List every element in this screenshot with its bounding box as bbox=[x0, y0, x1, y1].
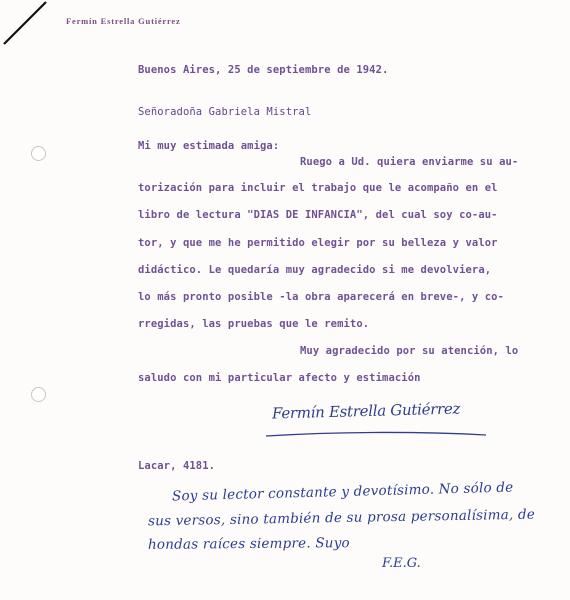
handwritten-line: Soy su lector constante y devotísimo. No sólo de bbox=[171, 479, 514, 505]
salutation: Mi muy estimada amiga: bbox=[138, 140, 280, 152]
body-line: lo más pronto posible -la obra aparecerá en breve-, y co- bbox=[138, 291, 505, 303]
body-line: tor, y que me he permitido elegir por su belleza y valor bbox=[138, 237, 498, 249]
letterhead: Fermín Estrella Gutiérrez bbox=[66, 16, 181, 26]
body-line: didáctico. Le quedaría muy agradecido si me devolviera, bbox=[138, 264, 492, 276]
body-line: rregidas, las pruebas que le remito. bbox=[138, 318, 370, 330]
signature-underline bbox=[262, 426, 492, 442]
handwritten-line: hondas raíces siempre. Suyo bbox=[147, 535, 350, 553]
recipient-line: Señoradoña Gabriela Mistral bbox=[138, 106, 312, 118]
punch-hole-top bbox=[31, 146, 46, 161]
sender-address: Lacar, 4181. bbox=[138, 460, 216, 472]
corner-pen-stroke bbox=[0, 0, 60, 50]
signature: Fermín Estrella Gutiérrez bbox=[271, 399, 461, 423]
handwritten-initials: F.E.G. bbox=[382, 556, 421, 571]
date-line: Buenos Aires, 25 de septiembre de 1942. bbox=[138, 64, 389, 76]
body-line: libro de lectura "DIAS DE INFANCIA", del cual soy co-au- bbox=[138, 209, 498, 221]
handwritten-line: sus versos, sino también de su prosa personalísima, de bbox=[147, 506, 536, 530]
body-line: torización para incluir el trabajo que le acompaño en el bbox=[138, 182, 498, 194]
punch-hole-bottom bbox=[31, 387, 46, 402]
body-line: Muy agradecido por su atención, lo bbox=[300, 345, 519, 357]
body-line: saludo con mi particular afecto y estimación bbox=[138, 372, 421, 384]
body-line: Ruego a Ud. quiera enviarme su au- bbox=[300, 156, 519, 168]
